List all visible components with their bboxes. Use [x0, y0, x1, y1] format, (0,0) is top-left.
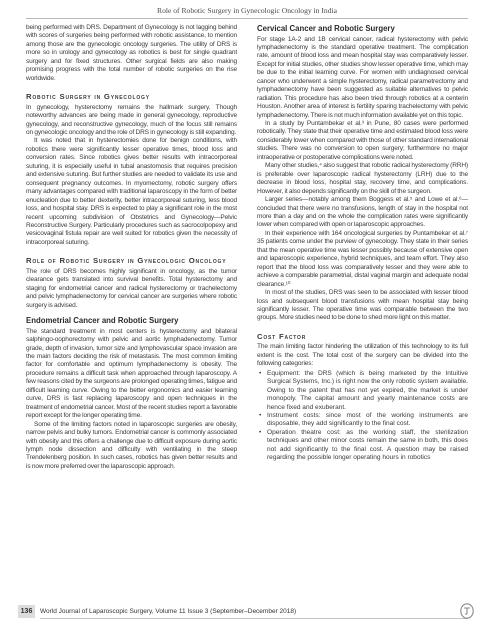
subheading-cervical-cancer: Cervical Cancer and Robotic Surgery	[257, 24, 395, 33]
paragraph: The standard treatment in most centers is hysterectomy and bilateral salphingo-oophorectomy with pelvic and aortic lymphadenectomy. Tumor grade, depth of invasion, tumor size and lymphovascular space invasion are the main factors deciding the risk of metastasis. The most common limiting factor for comfortable and optimum lymphadenectomy is obesity. The procedure remains a difficult task when approached through laparoscopy. A few reasons cited by the surgeons are prolonged operating times, fatigue and difficult learning curve. Owing to the better ergonomics and easier learning curve, DRS is fast replacing laparoscopy and open techniques in the treatment of endometrial cancer. Most of the recent studies report a favorable report except for the longer operating time.	[26, 327, 237, 420]
right-column	[257, 24, 468, 463]
section-heading-cost-factor: Cost Factor	[257, 331, 307, 341]
page-number: 136	[18, 605, 35, 618]
intro-paragraph: being performed with DRS. Department of Gynecology is not lagging behind with scores of surgeries being performed with robotic assistance, to mention among those are the gynecologic oncology surgeries. The utility of DRS is more so in urology and gynecology as robotics is best for single quadrant surgery and for fixed structures. Other surgical fields are also making promising progress with the total number of robotic surgeries on the rise worldwide.	[26, 24, 237, 82]
publisher-logo-icon	[460, 603, 474, 619]
list-item: • Instrument costs: since most of the working instruments are disposable, they add significantly to the final cost.	[257, 412, 468, 429]
paragraph: In a study by Puntambekar et al.³ in Pune, 80 cases were performed robotically. They state that their operative time and estimated blood loss were considerably lower when compared with those of other standard international studies. There was no conversion to open surgery; furthermore no major intraoperative or postoperative complications were noted.	[257, 120, 468, 161]
paragraph: In gynecology, hysterectomy remains the hallmark surgery. Though noteworthy advances are being made in general gynecology, reproductive gynecology, and reconstructive gynecology, much of the focus still remains on gynecologic oncology and the role of DRS in gynecology is still expanding.	[26, 103, 237, 137]
paragraph: In their experience with 164 oncological surgeries by Puntambekar et al.⁷ 35 patients come under the purview of gynecology. They state in their series that the mean operative time was lesser possibly because of extensive open and laparoscopic experience, hybrid techniques, and team effort. They also report that the blood loss was comparatively lesser and they were able to achieve a comparable parametrial, distal vaginal margin and adequate nodal clearance.¹⁰	[257, 229, 468, 288]
paragraph: Larger series—notably among them Boggess et al.⁵ and Lowe et al.⁶—concluded that there were no transfusions, length of stay in the hospital not more than a day and on the whole the complication rates were significantly lower when compared with open or laparoscopic approaches.	[257, 196, 468, 229]
paragraph: The role of DRS becomes highly significant in oncology, as the tumor clearance gets translated into survival benefits. Total hysterectomy and staging for endometrial cancer and radical hysterectomy or trachelectomy and pelvic lymphadenectomy for cervical cancer are surgeries where robotic surgery is advised.	[26, 267, 237, 309]
paragraph: The main limiting factor hindering the utilization of this technology to its full extent is the cost. The total cost of the surgery can be divided into the following categories:	[257, 343, 468, 368]
left-column	[26, 24, 237, 471]
paragraph: Many other studies,⁴ also suggest that robotic radical hysterectomy (RRH) is preferable over laparoscopic radical hysterectomy (LRH) due to the decrease in blood loss, hospital stay, recovery time, and complications. However, it also depends significantly on the skill of the surgeon.	[257, 162, 468, 195]
paragraph: Some of the limiting factors noted in laparoscopic surgeries are obesity, narrow pelvis and bulky tumors. Endometrial cancer is commonly associated with obesity and this offers a challenge due to difficult exposure during aortic lymph node dissection and difficulty with ventilating in the steep Trendelenberg position. In such cases, robotics has given better results and is now more preferred over the laparoscopic approach.	[26, 420, 237, 470]
journal-citation: World Journal of Laparoscopic Surgery, Volume 11 Issue 3 (September–December 2018)	[40, 608, 297, 615]
section-heading-gynecologic-oncology: Role of Robotic Surgery in Gynecologic Oncology	[26, 256, 227, 266]
list-item: • Operation theatre cost: as the working staff, the sterilization techniques and other minor costs remain the same in both, this does not add significantly to the final cost. A question may be raised regarding the possible longer operating hours in robotics	[257, 429, 468, 463]
footer-rule	[40, 618, 468, 619]
paragraph: In most of the studies, DRS was seen to be associated with lesser blood loss and subsequent blood transfusions with mean hospital stay being significantly lesser. The operative time was comparable between the two groups. More studies need to be done to shed more light on this matter.	[257, 289, 468, 322]
paragraph: For stage 1A-2 and 1B cervical cancer, radical hysterectomy with pelvic lymphadenectomy is the standard operative treatment. The complication rate, amount of blood loss and mean hospital stay was comparatively lesser. Except for initial studies, other studies show lesser operative time, which may be due to the initial learning curve. For women with undiagnosed cervical cancer who underwent a simple hysterectomy, radical parametrectomy and lymphadenectomy have been suggested as suitable alternatives to pelvic radiation. This procedure has also been tried through robotics at a centerin Houston. Another area of interest is fertility sparing trachelectomy with pelvic lymphadenectomy. There is not much information available yet on this topic.	[257, 35, 468, 119]
running-head: Role of Robotic Surgery in Gynecologic Oncology in India	[157, 6, 337, 15]
paragraph: It was noted that in hysterectomies done for benign conditions, with robotics there were significantly lesser operative times, blood loss and conversion rates. Since robotics gives better results with intracorporeal suturing, it is especially useful in tubal anastomosis that requires precision and extensive suturing. But further studies are needed to validate its use and consequent pregnancy outcomes. In myomectomy, robotic surgery offers many advantages compared with traditional laparoscopy in the form of better enucleation due to better dexterity, better intracorporeal suturing, less blood loss, and hospital stay. DRS is expected to play a significant role in the most recent upcoming subdivision of Obstetrics and Gynecology—Pelvic Reconstructive Surgery. Particularly procedures such as sacrocolpopexy and vesicovaginal fistula repair are well suited for robotics given the necessity of intracorporeal suturing.	[26, 137, 237, 246]
section-heading-robotic-surgery-gynecology: Robotic Surgery in Gynecology	[26, 92, 150, 102]
cost-category-list	[257, 370, 468, 463]
header-rule	[26, 18, 468, 19]
page-footer	[0, 601, 494, 623]
list-item: • Equipment: the DRS (which is being marketed by the Intuitive Surgical Systems, Inc.) is right now the only robotic system available. Owing to the patent that has not yet expired, the market is under monopoly. The capital amount and yearly maintenance costs are hence fixed and exuberant.	[257, 370, 468, 412]
subheading-endometrial-cancer: Endometrial Cancer and Robotic Surgery	[26, 316, 179, 326]
